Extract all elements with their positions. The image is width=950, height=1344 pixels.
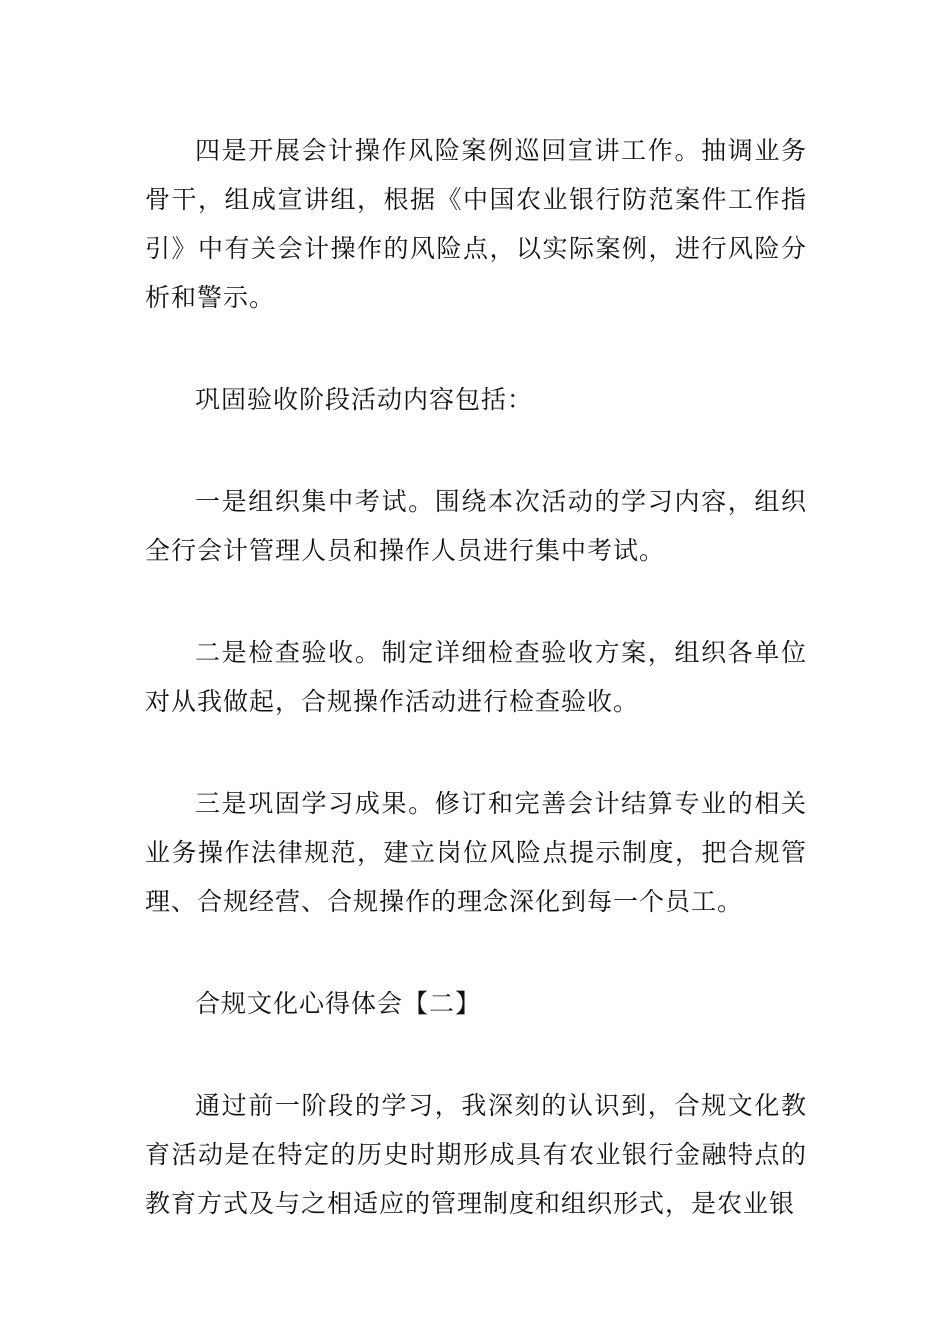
paragraph-gap (145, 1028, 807, 1081)
paragraph-exam: 一是组织集中考试。围绕本次活动的学习内容，组织全行会计管理人员和操作人员进行集中考试。 (145, 487, 807, 565)
paragraph-case-lectures: 四是开展会计操作风险案例巡回宣讲工作。抽调业务骨干，组成宣讲组，根据《中国农业银行防范案件工作指引》中有关会计操作的风险点，以实际案例，进行风险分析和警示。 (145, 136, 807, 312)
section-title-experience-two: 合规文化心得体会【二】 (195, 989, 482, 1018)
paragraph-inspection: 二是检查验收。制定详细检查验收方案，组织各单位对从我做起，合规操作活动进行检查验收。 (145, 638, 807, 716)
paragraph-consolidation-heading: 巩固验收阶段活动内容包括： (195, 385, 534, 414)
paragraph-consolidate-results: 三是巩固学习成果。修订和完善会计结算专业的相关业务操作法律规范，建立岗位风险点提示制度，把合规管理、合规经营、合规操作的理念深化到每一个员工。 (145, 789, 807, 916)
paragraph-gap (145, 726, 807, 779)
paragraph-gap (145, 424, 807, 477)
paragraph-gap (145, 322, 807, 375)
paragraph-gap (145, 575, 807, 628)
paragraph-gap (145, 926, 807, 979)
document-body (145, 126, 807, 1228)
paragraph-reflection: 通过前一阶段的学习，我深刻的认识到，合规文化教育活动是在特定的历史时期形成具有农业银行金融特点的教育方式及与之相适应的管理制度和组织形式，是农业银 (145, 1091, 807, 1218)
